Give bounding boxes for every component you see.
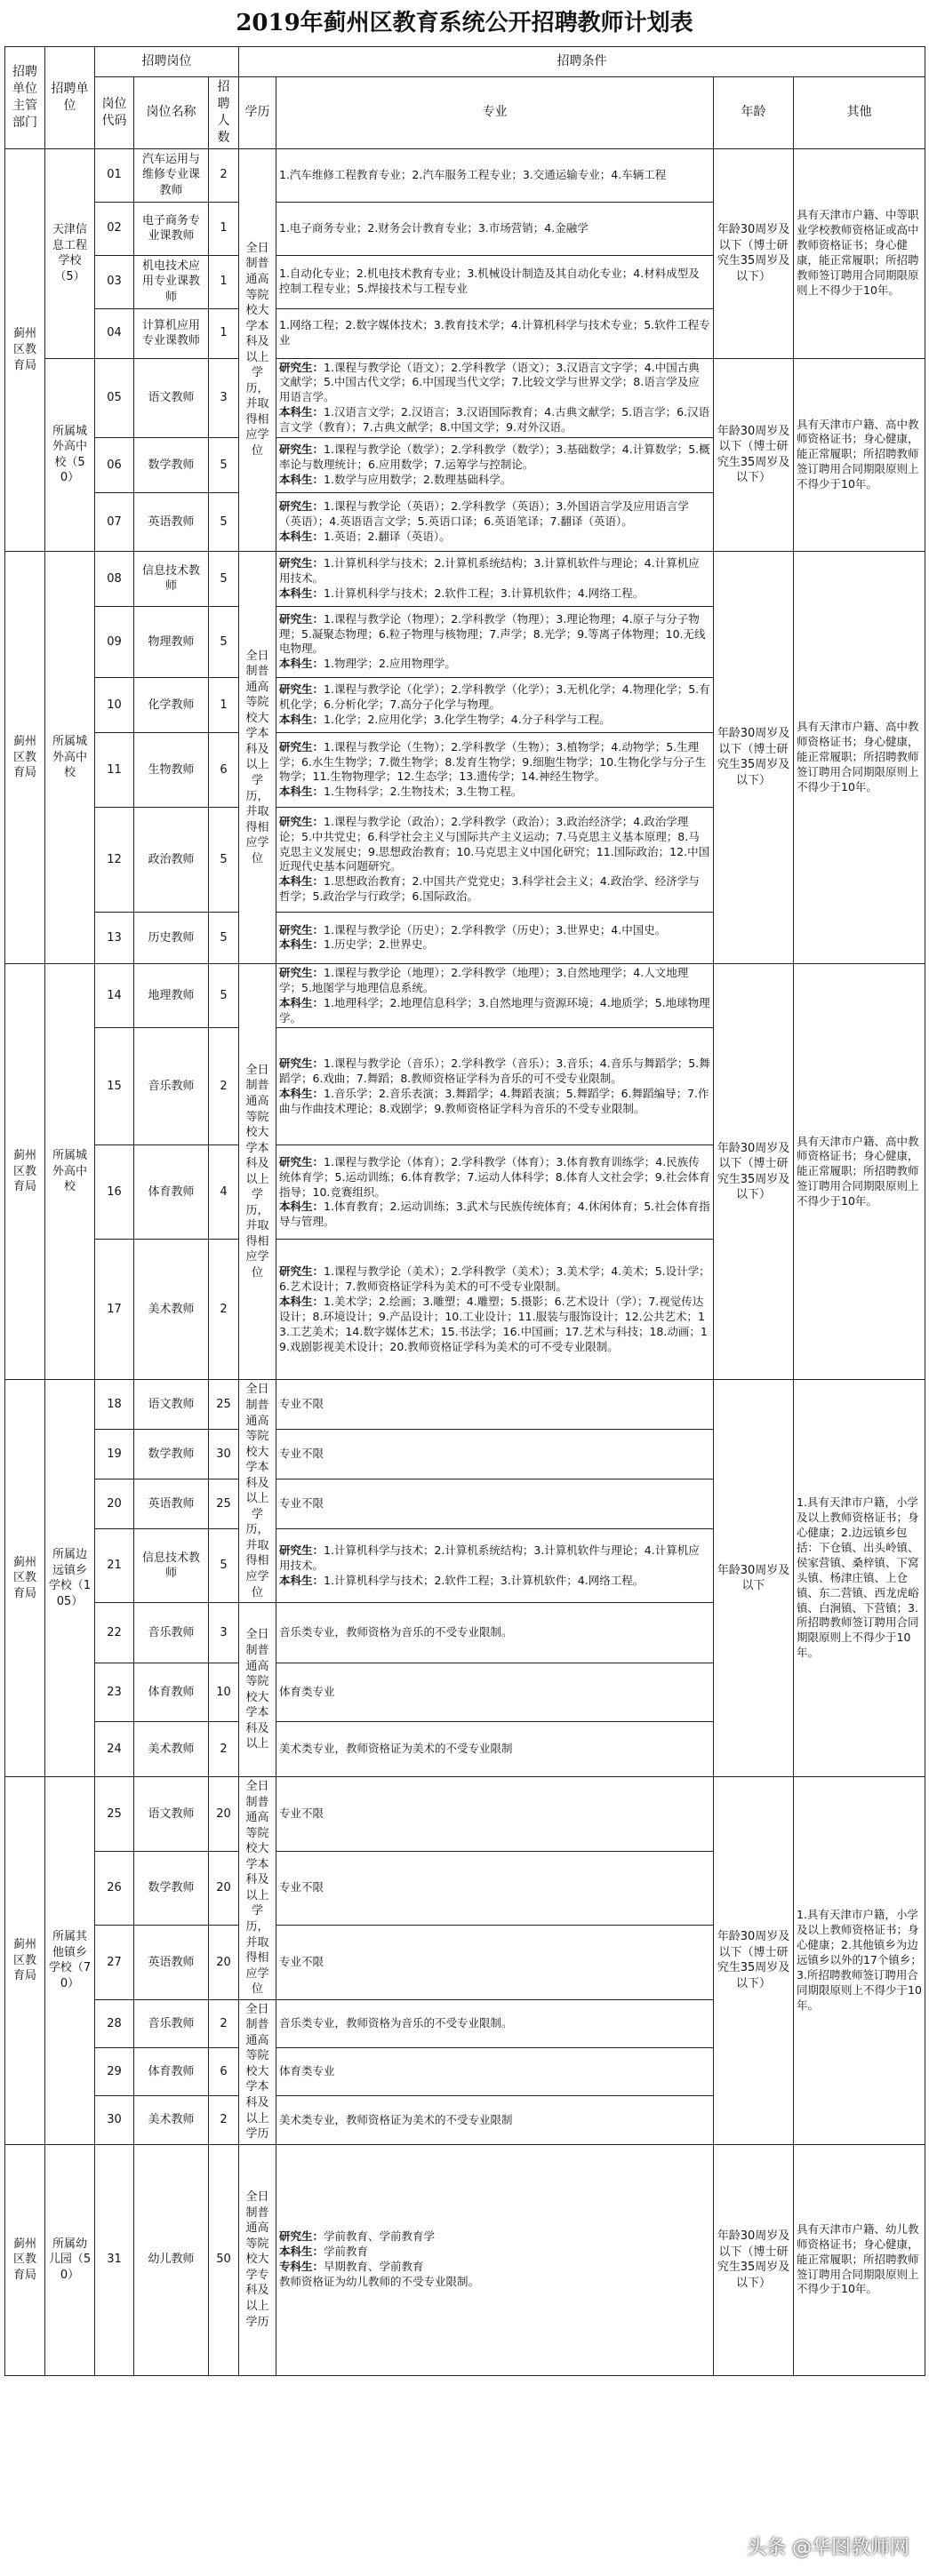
post-name: 体育教师: [134, 1145, 209, 1240]
group1-other: 具有天津市户籍、中等职业学校教师资格证或高中教师资格证书；身心健康，能正常履职；所招聘教师签订聘用合同期限原则上不得少于10年。: [794, 148, 925, 358]
post-code: 26: [95, 1851, 134, 1926]
post-count: 25: [209, 1479, 239, 1529]
post-code: 25: [95, 1777, 134, 1852]
post-count: 5: [209, 551, 239, 606]
header-other: 其他: [794, 77, 925, 149]
group5-other: 1.具有天津市户籍，小学及以上教师资格证书；身心健康；2.边远镇乡包括：下仓镇、出头岭镇、侯家营镇、桑梓镇、下窝头镇、杨津庄镇、上仓镇、东二营镇、西龙虎峪镇、白涧镇、下营镇；3.所招聘教师签订聘用合同期限原则上不得少于10年。: [794, 1380, 925, 1777]
post-code: 06: [95, 437, 134, 492]
post-name: 音乐教师: [134, 1603, 209, 1663]
post-name: 语文教师: [134, 358, 209, 437]
post-name: 计算机应用专业课教师: [134, 308, 209, 358]
post-code: 01: [95, 148, 134, 202]
post-count: 50: [209, 2144, 239, 2375]
post-name: 美术教师: [134, 1240, 209, 1380]
group7-age: 年龄30周岁及以下（博士研究生35周岁及以下）: [714, 2144, 794, 2375]
post-code: 28: [95, 1999, 134, 2047]
post-code: 10: [95, 677, 134, 732]
group1-unit: 天津信息工程学校（5）: [45, 148, 95, 358]
group3-dept: 蓟州区教育局: [5, 551, 45, 963]
post-count: 2: [209, 1722, 239, 1777]
post-major: 研究生：1.课程与教学论（地理）；2.学科教学（地理）；3.自然地理学；4.人文地理学；5.地图学与地理信息系统。 本科生：1.地理科学；2.地理信息科学；3.自然地理与资源环境；4.地质学；5.地球物理学。: [276, 963, 714, 1028]
post-code: 11: [95, 732, 134, 807]
post-name: 语文教师: [134, 1380, 209, 1430]
post-major: 研究生：1.课程与教学论（美术）；2.学科教学（美术）；3.美术学；4.美术；5.设计学；6.艺术设计；7.教师资格证学科为美术的可不受专业限制。 本科生：1.美术学；2.绘画；3.雕塑；4.雕塑；5.摄影；6.艺术设计（学）；7.视觉传达设计；8.环境设计；9.产品设计；10.工业设计；11.服装与服饰设计；12.公共艺术；13.工艺美术；14.数字媒体艺术；15.书法学；16.中国画；17.艺术与科技；18.动画；19.戏剧影视美术设计；20.教师资格证学科为美术的可不受专业限制。: [276, 1240, 714, 1380]
post-major: 研究生：1.计算机科学与技术；2.计算机系统结构；3.计算机软件与理论；4.计算机应用技术。 本科生：1.计算机科学与技术；2.软件工程；3.计算机软件；4.网络工程。: [276, 551, 714, 606]
post-code: 08: [95, 551, 134, 606]
post-code: 24: [95, 1722, 134, 1777]
post-major: 音乐类专业，教师资格为音乐的不受专业限制。: [276, 1999, 714, 2047]
post-name: 生物教师: [134, 732, 209, 807]
post-major: 美术类专业，教师资格证为美术的不受专业限制: [276, 1722, 714, 1777]
post-count: 6: [209, 2048, 239, 2096]
post-code: 17: [95, 1240, 134, 1380]
post-major: 专业不限: [276, 1430, 714, 1479]
group5-age: 年龄30周岁及以下: [714, 1380, 794, 1777]
post-major: 美术类专业，教师资格证为美术的不受专业限制: [276, 2096, 714, 2144]
post-major: 研究生：1.课程与教学论（历史）；2.学科教学（历史）；3.世界史；4.中国史。 本科生：1.历史学；2.世界史。: [276, 912, 714, 963]
post-code: 13: [95, 912, 134, 963]
post-count: 20: [209, 1851, 239, 1926]
header-unit: 招聘单位: [45, 47, 95, 149]
post-major: 体育类专业: [276, 1663, 714, 1722]
group7-edu: 全日制普通高等院校大学专科及以上学历: [239, 2144, 276, 2375]
group5-edu-a: 全日制普通高等院校大学本科及以上学历，并取得相应学位: [239, 1380, 276, 1603]
post-major: 研究生：1.课程与教学论（数学）；2.学科教学（数学）；3.基础数学；4.计算数学；5.概率论与数理统计；6.应用数学；7.运筹学与控制论。 本科生：1.数学与应用数学；2.数理基础科学。: [276, 437, 714, 492]
post-code: 29: [95, 2048, 134, 2096]
post-count: 5: [209, 437, 239, 492]
header-count: 招聘人数: [209, 77, 239, 149]
post-name: 美术教师: [134, 1722, 209, 1777]
group3-unit: 所属城外高中校: [45, 551, 95, 963]
post-major: 研究生：1.课程与教学论（政治）；2.学科教学（政治）；3.政治经济学；4.政治学理论；5.中共党史；6.科学社会主义与国际共产主义运动；7.马克思主义基本原理；8.马克思主义发展史；9.思想政治教育；10.马克思主义中国化研究；11.国际政治；12.中国近现代史基本问题研究。 本科生：1.思想政治教育；2.中国共产党党史；3.科学社会主义；4.政治学、经济学与哲学；5.政治学与行政学；6.国际政治。: [276, 807, 714, 912]
post-major: 研究生：学前教育、学前教育学 本科生：学前教育 专科生：早期教育、学前教育 教师资格证为幼儿教师的不受专业限制。: [276, 2144, 714, 2375]
post-major: 研究生：1.课程与教学论（化学）；2.学科教学（化学）；3.无机化学；4.物理化学；5.有机化学；6.分析化学；7.高分子化学与物理。 本科生：1.化学；2.应用化学；3.化学生物学；4.分子科学与工程。: [276, 677, 714, 732]
post-count: 10: [209, 1663, 239, 1722]
post-count: 2: [209, 1028, 239, 1145]
post-name: 信息技术教师: [134, 551, 209, 606]
post-major: 音乐类专业，教师资格为音乐的不受专业限制。: [276, 1603, 714, 1663]
post-major: 专业不限: [276, 1380, 714, 1430]
post-code: 31: [95, 2144, 134, 2375]
post-code: 19: [95, 1430, 134, 1479]
post-major: 体育类专业: [276, 2048, 714, 2096]
post-code: 09: [95, 606, 134, 677]
post-name: 信息技术教师: [134, 1529, 209, 1603]
post-code: 12: [95, 807, 134, 912]
post-name: 化学教师: [134, 677, 209, 732]
post-count: 5: [209, 606, 239, 677]
post-code: 16: [95, 1145, 134, 1240]
post-name: 英语教师: [134, 492, 209, 551]
post-major: 研究生：1.课程与教学论（体育）；2.学科教学（体育）；3.体育教育训练学；4.民族传统体育学；5.运动训练；6.体育教学；7.运动人体科学；8.体育人文社会学；9.社会体育指导；10.竞赛组织。 本科生：1.体育教育；2.运动训练；3.武术与民族传统体育；4.休闲体育；5.社会体育指导与管理。: [276, 1145, 714, 1240]
post-name: 机电技术应用专业课教师: [134, 255, 209, 308]
group3-edu: 全日制普通高等院校大学本科及以上学历，并取得相应学位: [239, 551, 276, 963]
group6-unit: 所属其他镇乡学校（70）: [45, 1777, 95, 2145]
post-major: 研究生：1.课程与教学论（生物）；2.学科教学（生物）；3.植物学；4.动物学；5.生理学；6.水生生物学；7.微生物学；8.发育生物学；9.细胞生物学；10.生物化学与分子生物学；11.生物物理学；12.生态学；13.遗传学；14.神经生物学。 本科生：1.生物科学；2.生物技术；3.生物工程。: [276, 732, 714, 807]
header-post-code: 岗位代码: [95, 77, 134, 149]
post-major: 专业不限: [276, 1479, 714, 1529]
post-major: 1.网络工程；2.数字媒体技术；3.教育技术学；4.计算机科学与技术专业；5.软件工程专业: [276, 308, 714, 358]
source-watermark: 头条 @华图教师网: [747, 2537, 909, 2559]
group3-other: 具有天津市户籍、高中教师资格证书；身心健康，能正常履职；所招聘教师签订聘用合同期限原则上不得少于10年。: [794, 551, 925, 963]
post-major: 研究生：1.课程与教学论（音乐）；2.学科教学（音乐）；3.音乐；4.音乐与舞蹈学；5.舞蹈学；6.戏曲；7.舞蹈；8.教师资格证学科为音乐的可不受专业限制。 本科生：1.音乐学；2.音乐表演；3.舞蹈学；4.舞蹈表演；5.舞蹈学；6.舞蹈编导；7.作曲与作曲技术理论；8.戏剧学；9.教师资格证学科为音乐的不受专业限制。: [276, 1028, 714, 1145]
post-count: 1: [209, 677, 239, 732]
post-count: 3: [209, 358, 239, 437]
header-post: 招聘岗位: [95, 47, 239, 77]
post-count: 2: [209, 148, 239, 202]
post-count: 6: [209, 732, 239, 807]
post-major: 1.汽车维修工程教育专业；2.汽车服务工程专业；3.交通运输专业；4.车辆工程: [276, 148, 714, 202]
post-code: 07: [95, 492, 134, 551]
post-major: 专业不限: [276, 1777, 714, 1852]
header-post-name: 岗位名称: [134, 77, 209, 149]
group7-other: 具有天津市户籍、幼儿教师资格证书；身心健康，能正常履职；所招聘教师签订聘用合同期限原则上不得少于10年。: [794, 2144, 925, 2375]
post-code: 02: [95, 202, 134, 255]
post-count: 1: [209, 255, 239, 308]
group4-unit: 所属城外高中校: [45, 963, 95, 1380]
post-name: 数学教师: [134, 437, 209, 492]
header-edu: 学历: [239, 77, 276, 149]
group6-dept: 蓟州区教育局: [5, 1777, 45, 2145]
post-major: 研究生：1.课程与教学论（物理）；2.学科教学（物理）；3.理论物理；4.原子与分子物理；5.凝聚态物理；6.粒子物理与核物理；7.声学；8.光学；9.等离子体物理；10.无线电物理。 本科生：1.物理学；2.应用物理学。: [276, 606, 714, 677]
post-name: 英语教师: [134, 1479, 209, 1529]
post-name: 体育教师: [134, 2048, 209, 2096]
group5-unit: 所属边远镇乡学校（105）: [45, 1380, 95, 1777]
post-code: 15: [95, 1028, 134, 1145]
post-code: 03: [95, 255, 134, 308]
post-count: 20: [209, 1926, 239, 2000]
post-name: 语文教师: [134, 1777, 209, 1852]
post-name: 数学教师: [134, 1430, 209, 1479]
group1-edu: 全日制普通高等院校大学本科及以上学历，并取得相应学位: [239, 148, 276, 551]
group6-edu-b: 全日制普通高等院校大学本科及以上学历: [239, 1999, 276, 2144]
group5-edu-b: 全日制普通高等院校大学本科及以上: [239, 1603, 276, 1777]
post-major: 1.自动化专业；2.机电技术教育专业；3.机械设计制造及其自动化专业；4.材料成型及控制工程专业；5.焊接技术与工程专业: [276, 255, 714, 308]
post-name: 音乐教师: [134, 1028, 209, 1145]
post-major: 研究生：1.计算机科学与技术；2.计算机系统结构；3.计算机软件与理论；4.计算机应用技术。 本科生：1.计算机科学与技术；2.软件工程；3.计算机软件；4.网络工程。: [276, 1529, 714, 1603]
group6-other: 1.具有天津市户籍，小学及以上教师资格证书；身心健康；2.其他镇乡为边远镇乡以外的17个镇乡；3.所招聘教师签订聘用合同期限原则上不得少于10年。: [794, 1777, 925, 2145]
post-count: 4: [209, 1145, 239, 1240]
group4-other: 具有天津市户籍、高中教师资格证书；身心健康，能正常履职；所招聘教师签订聘用合同期限原则上不得少于10年。: [794, 963, 925, 1380]
post-count: 25: [209, 1380, 239, 1430]
group6-age: 年龄30周岁及以下（博士研究生35周岁及以下）: [714, 1777, 794, 2145]
post-code: 22: [95, 1603, 134, 1663]
group2-other: 具有天津市户籍、高中教师资格证书；身心健康，能正常履职；所招聘教师签订聘用合同期限原则上不得少于10年。: [794, 358, 925, 551]
post-count: 5: [209, 1529, 239, 1603]
post-name: 物理教师: [134, 606, 209, 677]
header-unit-dept: 招聘单位主管部门: [5, 47, 45, 149]
post-code: 04: [95, 308, 134, 358]
post-code: 30: [95, 2096, 134, 2144]
group7-unit: 所属幼儿园（50）: [45, 2144, 95, 2375]
group7-dept: 蓟州区教育局: [5, 2144, 45, 2375]
group3-age: 年龄30周岁及以下（博士研究生35周岁及以下）: [714, 551, 794, 963]
post-name: 英语教师: [134, 1926, 209, 2000]
post-count: 1: [209, 202, 239, 255]
post-count: 2: [209, 1240, 239, 1380]
post-code: 05: [95, 358, 134, 437]
post-count: 2: [209, 1999, 239, 2047]
post-code: 23: [95, 1663, 134, 1722]
post-name: 体育教师: [134, 1663, 209, 1722]
post-count: 5: [209, 963, 239, 1028]
group5-dept: 蓟州区教育局: [5, 1380, 45, 1777]
post-code: 27: [95, 1926, 134, 2000]
group2-unit: 所属城外高中校（50）: [45, 358, 95, 551]
group6-edu-a: 全日制普通高等院校大学本科及以上学历，并取得相应学位: [239, 1777, 276, 2000]
post-name: 地理教师: [134, 963, 209, 1028]
group1-age-cont: 年龄30周岁及以下（博士研究生35周岁及以下）: [714, 358, 794, 551]
post-code: 21: [95, 1529, 134, 1603]
post-count: 5: [209, 912, 239, 963]
post-count: 3: [209, 1603, 239, 1663]
post-major: 研究生：1.课程与教学论（语文）；2.学科教学（语文）；3.汉语言文字学；4.中国古典文献学；5.中国古代文学；6.中国现当代文学；7.比较文学与世界文学；8.语言学及应用语言学。 本科生：1.汉语言文学；2.汉语言；3.汉语国际教育；4.古典文献学；5.语言学；6.汉语言文学（教育）；7.古典文献学；8.中国文学；9.对外汉语。: [276, 358, 714, 437]
post-name: 音乐教师: [134, 1999, 209, 2047]
post-count: 5: [209, 807, 239, 912]
post-name: 美术教师: [134, 2096, 209, 2144]
group1-dept: 蓟州区教育局: [5, 148, 45, 551]
post-name: 历史教师: [134, 912, 209, 963]
post-major: 专业不限: [276, 1926, 714, 2000]
post-code: 14: [95, 963, 134, 1028]
post-name: 政治教师: [134, 807, 209, 912]
post-major: 研究生：1.课程与教学论（英语）；2.学科教学（英语）；3.外国语言学及应用语言学（英语）；4.英语语言文学；5.英语口译；6.英语笔译；7.翻译（英语）。 本科生：1.英语；2.翻译（英语）。: [276, 492, 714, 551]
post-count: 30: [209, 1430, 239, 1479]
header-major: 专业: [276, 77, 714, 149]
group4-dept: 蓟州区教育局: [5, 963, 45, 1380]
group4-edu: 全日制普通高等院校大学本科及以上学历，并取得相应学位: [239, 963, 276, 1380]
post-major: 专业不限: [276, 1851, 714, 1926]
post-name: 数学教师: [134, 1851, 209, 1926]
post-name: 幼儿教师: [134, 2144, 209, 2375]
header-conditions: 招聘条件: [239, 47, 925, 77]
post-count: 1: [209, 308, 239, 358]
group1-age: 年龄30周岁及以下（博士研究生35周岁及以下）: [714, 148, 794, 358]
post-count: 5: [209, 492, 239, 551]
post-code: 18: [95, 1380, 134, 1430]
recruitment-table: [4, 46, 925, 2376]
page-title: 2019年蓟州区教育系统公开招聘教师计划表: [236, 10, 693, 36]
post-count: 2: [209, 2096, 239, 2144]
post-code: 20: [95, 1479, 134, 1529]
group4-age: 年龄30周岁及以下（博士研究生35周岁及以下）: [714, 963, 794, 1380]
post-count: 20: [209, 1777, 239, 1852]
post-name: 汽车运用与维修专业课教师: [134, 148, 209, 202]
post-major: 1.电子商务专业；2.财务会计教育专业；3.市场营销；4.金融学: [276, 202, 714, 255]
post-name: 电子商务专业课教师: [134, 202, 209, 255]
header-age: 年龄: [714, 77, 794, 149]
